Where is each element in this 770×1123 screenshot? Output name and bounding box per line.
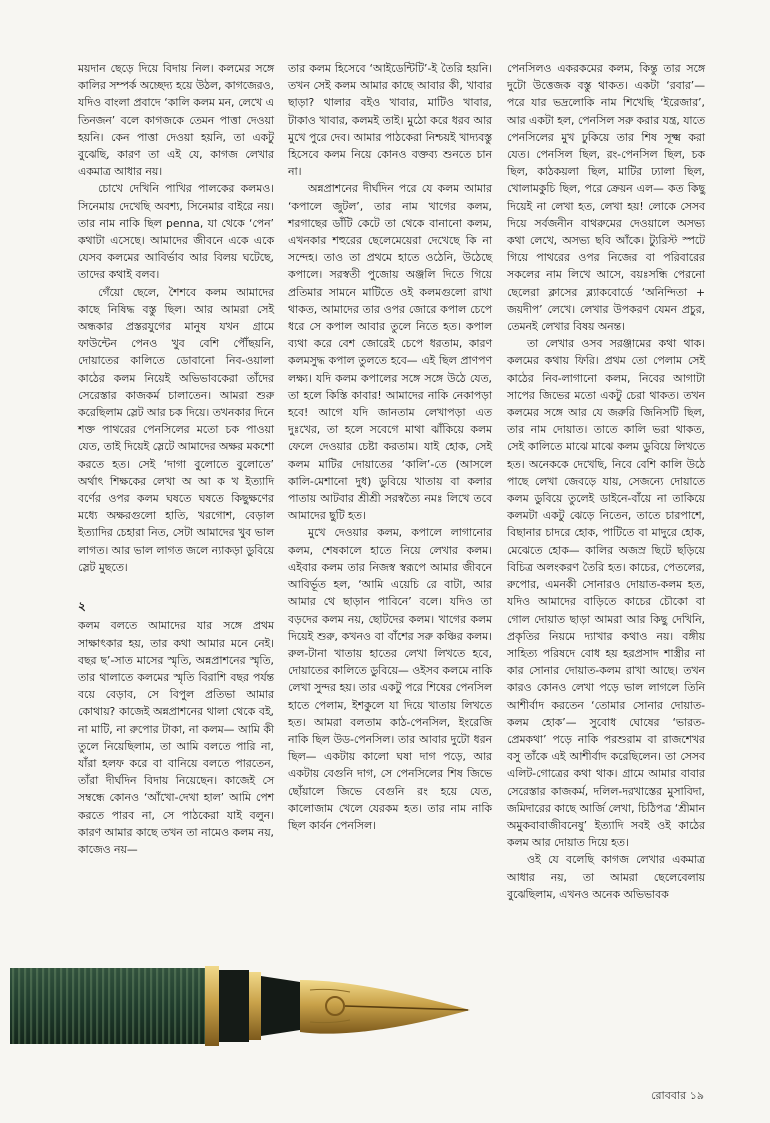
paragraph: ওই যে বলেছি কাগজ লেখার একমাত্র আধার নয়, তা আমরা ছেলেবেলায় বুঝেছিলাম, এখনও অনেক অভিভাবক	[507, 853, 705, 901]
paragraph: মুখে দেওয়ার কলম, কপালে লাগানোর কলম, শেষকালে হাতে নিয়ে লেখার কলম। এইবার কলম তার নিজস্ব স্বরূপে আমার জীবনে আবির্ভূত হল, ‘আমি এয়েচি রে বাটা, আর আমার থে ছাড়ান পাবিনে’ বলে। যদিও তা বড়দের কলম নয়, ছোটদের কলম। খাগের কলম দিয়েই শুরু, কখনও বা বাঁশের সরু কঞ্চির কলম। রুল-টানা খাতায় হাতের লেখা লিখতে হবে, দোয়াতের কালিতে ডুবিয়ে— ওইসব কলমে নাকি লেখা সুন্দর হয়। তার একটু পরে শিষের পেনসিল হাতে পেলাম, ইশকুলে যা দিয়ে খাতায় লিখতে হত। আমরা বলতাম কাঠ-পেনসিল, ইংরেজি নাকি ছিল উড-পেনসিল। তার আবার দুটো ধরন ছিল— একটায় কালো ঘষা দাগ পড়ে, আর একটায় বেগুনি দাগ, সে পেনসিলের শিষ জিভে ছোঁয়ালে জিভে বেগুনি রং হয়ে যেত, কালোজাম খেলে যেরকম হত। তার নাম নাকি ছিল কার্বন পেনসিল।	[288, 526, 492, 832]
paragraph: অন্নপ্রাশনের দীর্ঘদিন পরে যে কলম আমার ‘কপালে জুটল’, তার নাম খাগের কলম, শরগাছের ডাঁটি কেটে তা থেকে বানানো কলম, এখনকার শহুরের ছেলেমেয়েরা দেখেছে কি না সন্দেহ। তাও তা প্রথমে হাতে ওঠেনি, উঠেছে কপালে। সরস্বতী পুজোয় অঞ্জলি দিতে গিয়ে প্রতিমার সামনে মাটিতে ওই কলমগুলো রাখা থাকত, আমাদের তার ওপর জোরে কপাল চেপে ধরে সে কপাল আবার তুলে নিতে হত। কপাল ব্যথা করে বেশ জোরেই চেপে ধরতাম, কারণ কলমসুদ্ধ কপাল তুলতে হবে— এই ছিল প্রাণপণ লক্ষ্য। যদি কলম কপালের সঙ্গে সঙ্গে উঠে যেত, তা হলে কিস্তি কাবার! আমাদের নাকি নেকাপড়া হবে! আগে যদি জানতাম লেখাপড়া এত দুঃখের, তা হলে সবেগে মাথা ঝাঁকিয়ে কলম ফেলে দেওয়ার চেষ্টা করতাম। যাই হোক, সেই কলম মাটির দোয়াতের ‘কালি’-তে (আসলে কালি-মেশানো দুধ) ডুবিয়ে খাতায় বা কলার পাতায় আটবার শ্রীশ্রী সরস্বত্যৈ নমঃ লিখে তবে আমাদের ছুটি হত।	[288, 182, 492, 523]
paragraph: ময়দান ছেড়ে দিয়ে বিদায় নিল। কলমের সঙ্গে কালির সম্পর্ক অচ্ছেদ্য হয়ে উঠল, কাগজেরও, যদিও বাংলা প্রবাদে ‘কালি কলম মন, লেখে এ তিনজন’ বলে কাগজকে তেমন পাত্তা দেওয়া হয়নি। কেন পাত্তা দেওয়া হয়নি, তা একটু বুঝেছি, কারণ তা এই যে, কাগজ লেখার একমাত্র আধার নয়।	[78, 62, 274, 179]
paragraph: গেঁয়ো ছেলে, শৈশবে কলম আমাদের কাছে নিষিদ্ধ বস্তু ছিল। আর আমরা সেই অন্ধকার প্রস্তরযুগের মানুষ যখন গ্রামে ফাউন্টেন পেনও খুব বেশি পৌঁছয়নি, দোয়াতের কালিতে ডোবানো নিব-ওয়ালা কাঠের কলম নিয়েই অভিভাবকেরা তাঁদের সেরেস্তার কাজকর্ম চালাতেন। আমরা শুরু করেছিলাম স্লেট আর চক দিয়ে। তখনকার দিনে শক্ত পাথরের পেনসিলের মতো চক পাওয়া যেত, তাই দিয়েই স্লেটে আমাদের অক্ষর মকশো করতে হত। সেই ‘দাগা বুলোতে বুলোতে’ অর্থাৎ শিক্ষকের লেখা অ আ ক খ ইত্যাদি বর্ণের ওপর কলম ঘষতে ঘষতে কিছুক্ষণের মধ্যে অক্ষরগুলো হাতি, খরগোশ, বেড়াল ইত্যাদির চেহারা নিত, সেটা আমাদের খুব ভাল লাগত। আর ভাল লাগত জলে ন্যাকড়া ডুবিয়ে স্লেট মুছতে।	[78, 285, 274, 574]
paragraph: তা লেখার ওসব সরঞ্জামের কথা থাক। কলমের কথায় ফিরি। প্রথম তো পেলাম সেই কাঠের নিব-লাগানো কলম, নিবের আগাটা সাপের জিভের মতো একটু চেরা থাকত। তখন কলমের সঙ্গে আর যে জরুরি জিনিসটি ছিল, তার নাম দোয়াত। তাতে কালি ভরা থাকত, সেই কালিতে মাঝে মাঝে কলম ডুবিয়ে লিখতে হত। অনেককে দেখেছি, নিবে বেশি কালি উঠে পাছে লেখা জেবড়ে যায়, সেজন্যে দোয়াতে কলম ডুবিয়ে তুলেই ডাইনে-বাঁয়ে না তাকিয়ে কলমটা একটু ঝেড়ে নিতেন, তাতে চারপাশে, বিছানার চাদরে হোক, পাটিতে বা মাদুরে হোক, মেঝেতে হোক— কালির অজস্র ছিটে ছড়িয়ে বিচিত্র অলংকরণ তৈরি হত। কাচের, পেতলের, রুপোর, এমনকী সোনারও দোয়াত-কলম হত, যদিও আমাদের বাড়িতে কাচের চৌকো বা গোল দোয়াত ছাড়া আমরা আর কিছু দেখিনি, প্রকৃতির নিয়মে দ্যাখার কথাও নয়। বঙ্গীয় সাহিত্য পরিষদে বোধ হয় হরপ্রসাদ শাস্ত্রীর না কার সোনার দোয়াত-কলম রাখা আছে। তখন কারও কোনও লেখা পড়ে ভাল লাগলে তিনি আশীর্বাদ করতেন ‘তোমার সোনার দোয়াত-কলম হোক’— সুবোধ ঘোষের ‘ভারত-প্রেমকথা’ পড়ে নাকি পরশুরাম বা রাজশেখর বসু তাঁকে এই আশীর্বাদ করেছিলেন। তা সেসব এলিট-গোত্রের কথা থাক। গ্রামে আমার বাবার সেরেস্তার কাজকর্ম, দলিল-দরখাস্তের মুসাবিদা, জমিদারের কাছে আর্জি লেখা, চিঠিপত্র ‘শ্রীমান অমুকবাবাজীবনেষু’ ইত্যাদি সবই ওই কাঠের কলম আর দোয়াত দিয়ে হত।	[507, 337, 705, 850]
fountain-pen-icon	[0, 940, 500, 1075]
paragraph: পেনসিলও একরকমের কলম, কিন্তু তার সঙ্গে দুটো উত্তেজক বস্তু থাকত। একটা ‘রবার’— পরে যার ভদ্রলোকি নাম শিখেছি ‘ইরেজার’, আর একটা হল, পেনসিল সরু করার যন্ত্র, যাতে পেনসিলের মুখ ঢুকিয়ে তার শিষ সূক্ষ্ম করা যেত। পেনসিল ছিল, রং-পেনসিল ছিল, চক ছিল, কাঠকয়লা ছিল, মাটির ঢ্যালা ছিল, খোলামকুচি ছিল, পরে ক্রেয়ন এল— কত কিছু দিয়েই না লেখা হত, লেখা হয়! লোকে সেসব দিয়ে সর্বজনীন বাথরুমের দেওয়ালে অসভ্য কথা লেখে, অসভ্য ছবি আঁকে। ট্যুরিস্ট স্পটে গিয়ে পাথরের ওপর নিজের বা পরিবারের সকলের নাম লিখে আসে, বয়ঃসন্ধি পেরনো ছেলেরা ক্লাসের ব্ল্যাকবোর্ডে ‘অনিন্দিতা + জয়দীপ’ লেখে। লেখার উপকরণ যেমন প্রচুর, তেমনই লেখার বিষয় অনন্ত।	[507, 62, 705, 334]
paragraph: তার কলম হিসেবে ‘আইডেন্টিটি’-ই তৈরি হয়নি। তখন সেই কলম আমার কাছে আবার কী, খাবার ছাড়া? থালার বইও খাবার, মাটিও খাবার, টাকাও খাবার, কলমই তাই। মুঠো করে ধরব আর মুখে পুরে দেব। আমার পাঠকেরা নিশ্চয়ই খাদ্যবস্তু হিসেবে কলম নিয়ে কোনও বক্তব্য শুনতে চান না।	[288, 62, 492, 179]
section-number: ২	[78, 599, 86, 614]
column-1	[78, 60, 274, 858]
column-2	[288, 60, 492, 834]
paragraph: চোখে দেখিনি পাখির পালকের কলমও। সিনেমায় দেখেছি অবশ্য, সিনেমার বাইরে নয়। তার নাম নাকি ছিল penna, যা থেকে ‘পেন’ কথাটা এসেছে। আমাদের জীবনে একে একে যেসব কলমের আবির্ভাব আর বিলয় ঘটেছে, তাদের কথাই বলব।	[78, 182, 274, 282]
column-3	[507, 60, 705, 903]
page-footer: রোববার ১৯	[651, 1089, 704, 1102]
paragraph: কলম বলতে আমাদের যার সঙ্গে প্রথম সাক্ষাৎকার হয়, তার কথা আমার মনে নেই। বছর ছ’-সাত মাসের স্মৃতি, অন্নপ্রাশনের স্মৃতি, তার থালাতে কলমের স্মৃতি বিরাশি বছর পর্যন্ত বয়ে বেড়াব, সে বিপুল প্রতিভা আমার কোথায়? কাজেই অন্নপ্রাশনের থালা থেকে বই, না মাটি, না রুপোর টাকা, না কলম— আমি কী তুলে নিয়েছিলাম, তা আমি বলতে পারি না, যাঁরা হলফ করে বা বানিয়ে বলতে পারতেন, তাঁরা দীর্ঘদিন বিদায় নিয়েছেন। কাজেই সে সম্বন্ধে কোনও ‘আঁখো-দেখা হাল’ আমি পেশ করতে পারব না, সে পাঠকেরা যাই বলুন। কারণ আমার কাছে তখন তা নামেও কলম নয়, কাজেও নয়—	[78, 619, 274, 856]
